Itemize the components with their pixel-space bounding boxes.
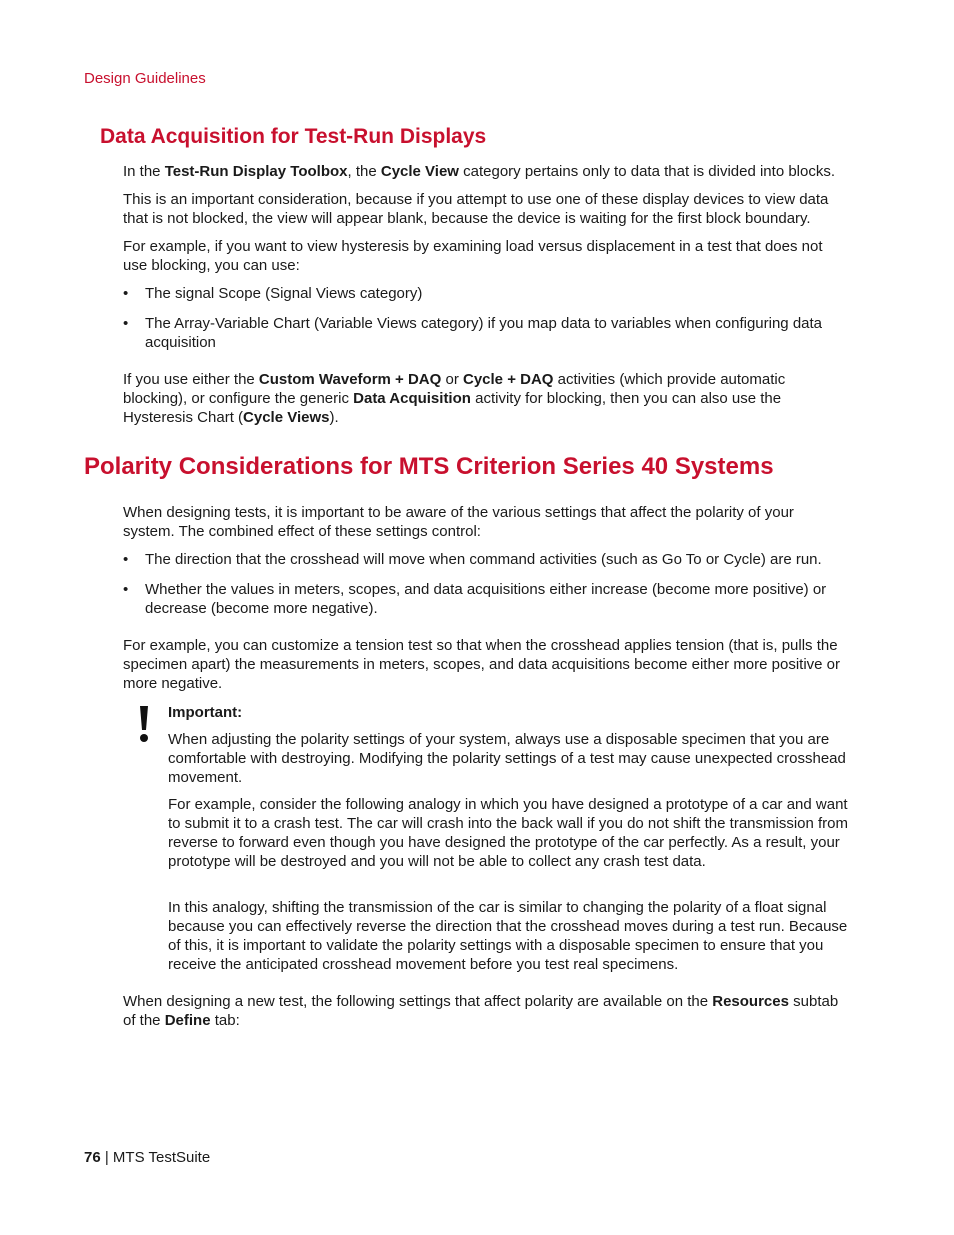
- page-number: 76: [84, 1149, 101, 1166]
- important-paragraph: For example, consider the following analogy in which you have designed a prototype of a car and want to submit it to a crash test. The car will crash into the back wall if you do not shift the transmission from reverse to forward even though you have designed the prototype of the car perfectly. As a result, your prototype will be destroyed and you will not be able to collect any crash test data.: [168, 796, 849, 870]
- paragraph: For example, you can customize a tension test so that when the crosshead applies tension (that is, pulls the specimen apart) the measurements in meters, scopes, and data acquisitions become either more positive or more negative.: [123, 637, 841, 692]
- section-heading-data-acquisition: Data Acquisition for Test-Run Displays: [100, 125, 487, 148]
- product-name: MTS TestSuite: [112, 1149, 211, 1166]
- paragraph: In the Test-Run Display Toolbox, the Cycle View category pertains only to data that is divided into blocks.: [123, 163, 836, 180]
- paragraph: When designing a new test, the following settings that affect polarity are available on the Resources subtab of the Define tab:: [123, 993, 839, 1029]
- important-label: Important:: [168, 704, 243, 721]
- paragraph: If you use either the Custom Waveform + DAQ or Cycle + DAQ activities (which provide automatic blocking), or configure the generic Data Acquisition activity for blocking, then you can also use the Hysteresis Chart (Cycle Views).: [123, 371, 786, 426]
- bullet-icon: •: [123, 315, 129, 332]
- important-paragraph: In this analogy, shifting the transmission of the car is similar to changing the polarity of a float signal because you can effectively reverse the direction that the crosshead moves during a test run. Because of this, it is important to validate the polarity settings with a disposable specimen to ensure that you receive the anticipated crosshead movement before you test real specimens.: [168, 899, 848, 973]
- paragraph: This is an important consideration, because if you attempt to use one of these display devices to view data that is not blocked, the view will appear blank, because the device is waiting for the first block boundary.: [123, 191, 829, 227]
- paragraph: For example, if you want to view hysteresis by examining load versus displacement in a test that does not use blocking, you can use:: [123, 238, 823, 274]
- section-heading-polarity: Polarity Considerations for MTS Criterion Series 40 Systems: [84, 453, 774, 480]
- bullet-icon: •: [123, 285, 129, 302]
- bullet-icon: •: [123, 551, 129, 568]
- bullet-icon: •: [123, 581, 129, 598]
- page-footer: 76 | MTS TestSuite: [84, 1149, 211, 1166]
- important-paragraph: When adjusting the polarity settings of your system, always use a disposable specimen that you are comfortable with destroying. Modifying the polarity settings of a test may cause unexpected crosshead movement.: [168, 731, 846, 786]
- running-header: Design Guidelines: [84, 70, 206, 87]
- exclamation-icon: [136, 704, 152, 744]
- paragraph: When designing tests, it is important to be aware of the various settings that affect the polarity of your system. The combined effect of these settings control:: [123, 504, 794, 540]
